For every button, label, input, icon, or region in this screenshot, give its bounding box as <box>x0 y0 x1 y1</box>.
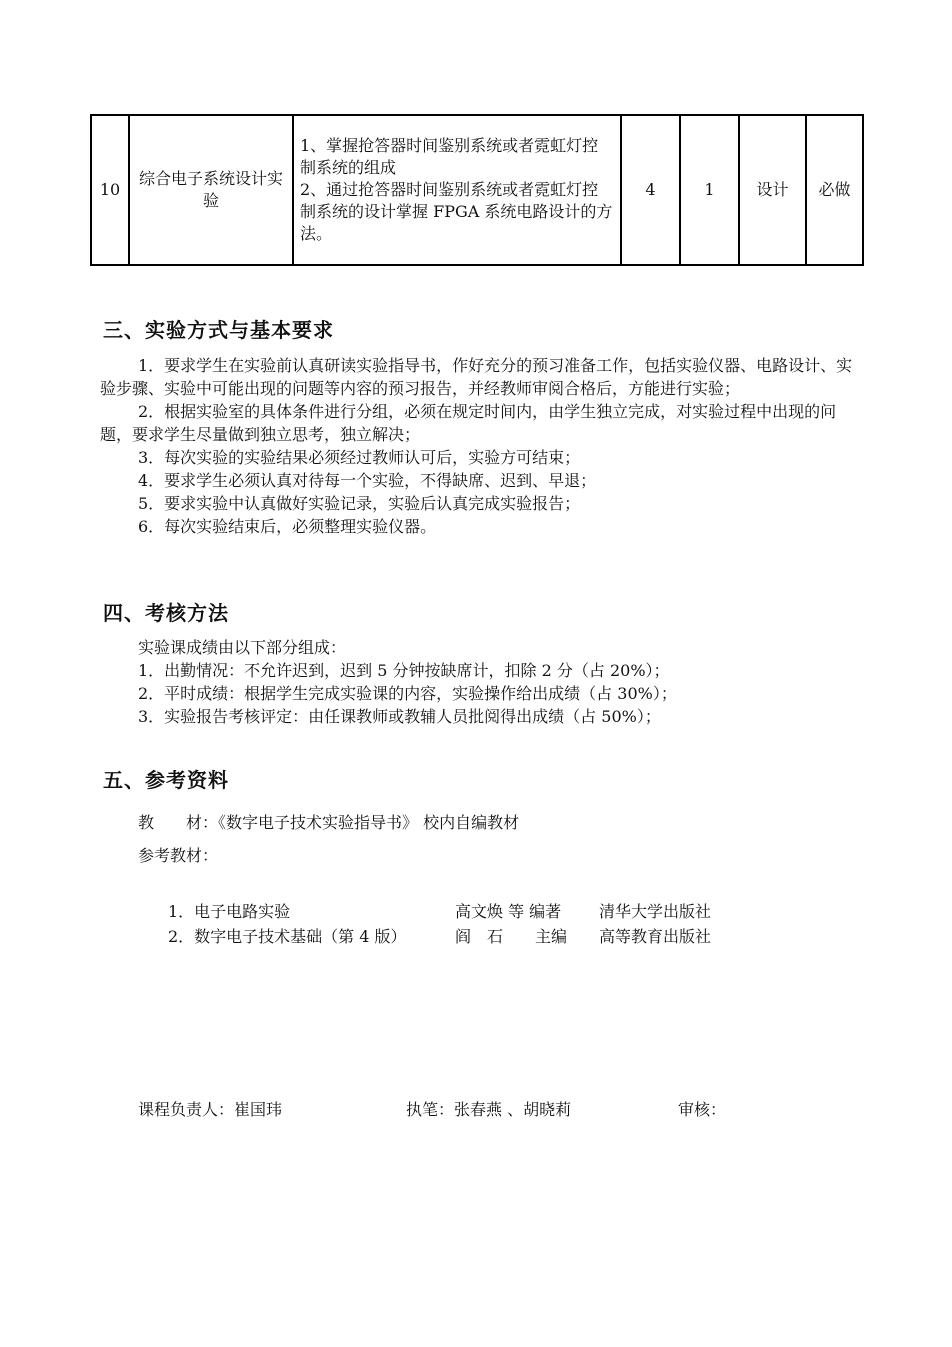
section4-heading: 四、考核方法 <box>103 601 229 625</box>
req-item-1: 1．要求学生在实验前认真研读实验指导书，作好充分的预习准备工作，包括实验仪器、电路设计、实验步骤、实验中可能出现的问题等内容的预习报告，并经教师审阅合格后，方能进行实验； <box>100 356 853 398</box>
cell-content <box>293 115 621 265</box>
cell-people: 1 <box>680 115 739 265</box>
content-line-1: 1、掌握抢答器时间鉴别系统或者霓虹灯控制系统的组成 <box>300 136 599 177</box>
ref-2-publisher: 高等教育出版社 <box>599 927 712 946</box>
req-item-5: 5．要求实验中认真做好实验记录，实验后认真完成实验报告； <box>138 494 581 513</box>
ref-1-author: 高文焕 等 编著 <box>455 902 562 921</box>
table-row <box>91 115 863 265</box>
ref-2-author: 阎 石 主编 <box>455 927 568 946</box>
req-item-6: 6．每次实验结束后，必须整理实验仪器。 <box>138 517 437 536</box>
section3-heading: 三、实验方式与基本要求 <box>103 318 334 342</box>
ref-2-title: 2．数字电子技术基础（第 4 版） <box>168 927 407 946</box>
footer-reviewer: 审核： <box>678 1100 727 1119</box>
section3-body <box>100 354 860 538</box>
ref-label: 参考教材： <box>138 846 219 865</box>
experiment-table <box>90 114 864 266</box>
textbook-line: 教 材：《数字电子技术实验指导书》 校内自编教材 <box>138 813 520 832</box>
section5-heading: 五、参考资料 <box>103 768 229 792</box>
grade-item-2: 2．平时成绩：根据学生完成实验课的内容，实验操作给出成绩（占 30%）； <box>138 684 677 703</box>
ref-1-title: 1．电子电路实验 <box>168 902 291 921</box>
cell-type: 设计 <box>739 115 806 265</box>
grade-item-3: 3．实验报告考核评定：由任课教师或教辅人员批阅得出成绩（占 50%）； <box>138 707 661 726</box>
grade-item-1: 1．出勤情况：不允许迟到，迟到 5 分钟按缺席计，扣除 2 分（占 20%）； <box>138 661 670 680</box>
cell-hours: 4 <box>621 115 680 265</box>
footer-writer: 执笔：张春燕 、胡晓莉 <box>406 1100 572 1119</box>
cell-name: 综合电子系统设计实验 <box>129 115 293 265</box>
cell-required: 必做 <box>806 115 863 265</box>
content-line-2: 2、通过抢答器时间鉴别系统或者霓虹灯控制系统的设计掌握 FPGA 系统电路设计的方法。 <box>300 180 613 243</box>
grade-intro: 实验课成绩由以下部分组成： <box>138 638 347 657</box>
footer-leader: 课程负责人：崔国玮 <box>138 1100 283 1119</box>
ref-1-publisher: 清华大学出版社 <box>599 902 712 921</box>
req-item-3: 3．每次实验的实验结果必须经过教师认可后，实验方可结束； <box>138 448 581 467</box>
req-item-2: 2．根据实验室的具体条件进行分组，必须在规定时间内，由学生独立完成，对实验过程中出现的问题，要求学生尽量做到独立思考，独立解决； <box>100 402 837 444</box>
section4-body <box>100 636 860 728</box>
req-item-4: 4．要求学生必须认真对待每一个实验，不得缺席、迟到、早退； <box>138 471 597 490</box>
cell-no: 10 <box>91 115 129 265</box>
